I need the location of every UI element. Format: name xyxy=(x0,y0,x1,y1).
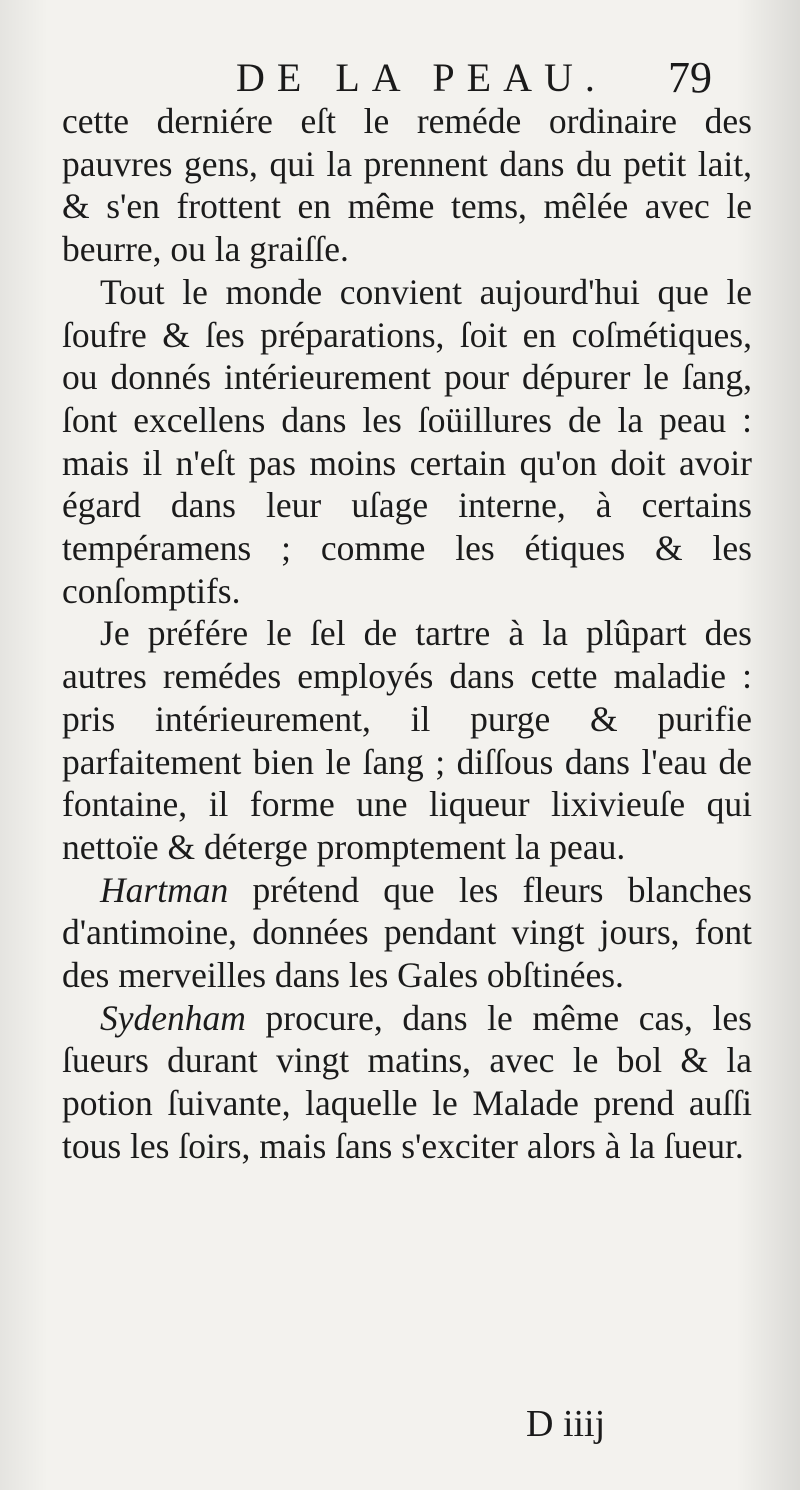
page-number: 79 xyxy=(668,53,712,102)
body-text xyxy=(62,100,752,1168)
author-name-sydenham: Sydenham xyxy=(100,997,246,1038)
paragraph-2-text: Tout le monde convient aujourd'hui que le ſoufre & ſes préparations, ſoit en coſmétiques, ou donnés intérieurement pour dépurer le ſang, ſont excellens dans les ſoüillures de la peau : mais il n'eſt pas moins certain qu'on doit avoir égard dans leur uſage interne, à certains tempéramens ; comme les étiques & les conſomptifs. xyxy=(62,271,752,611)
author-name-hartman: Hartman xyxy=(100,869,229,910)
paragraph-4 xyxy=(62,869,752,997)
paragraph-1-text: cette derniére eſt le reméde ordinaire des pauvres gens, qui la prennent dans du petit lait, & s'en frottent en même tems, mêlée avec le beurre, ou la graiſſe. xyxy=(62,101,752,270)
paragraph-5-text: procure, dans le même cas, les ſueurs durant vingt matins, avec le bol & la potion ſuivante, laquelle le Malade prend auſſi tous les ſoirs, mais ſans s'exciter alors à la ſueur. xyxy=(62,997,752,1166)
paragraph-1 xyxy=(62,100,752,271)
paragraph-4-text: prétend que les fleurs blanches d'antimoine, données pendant vingt jours, font des merveilles dans les Gales obſtinées. xyxy=(62,869,752,996)
paragraph-3 xyxy=(62,612,752,868)
running-title: DE LA PEAU. xyxy=(236,55,607,100)
paragraph-2 xyxy=(62,271,752,613)
page-header xyxy=(0,48,800,108)
signature-mark: D iiij xyxy=(526,1403,606,1445)
paragraph-5 xyxy=(62,997,752,1168)
paragraph-3-text: Je préfére le ſel de tartre à la plûpart des autres remédes employés dans cette maladie : pris intérieurement, il purge & purifie parfaitement bien le ſang ; diſſous dans l'eau de fontaine, il forme une liqueur lixivieuſe qui nettoïe & déterge promptement la peau. xyxy=(62,613,752,867)
